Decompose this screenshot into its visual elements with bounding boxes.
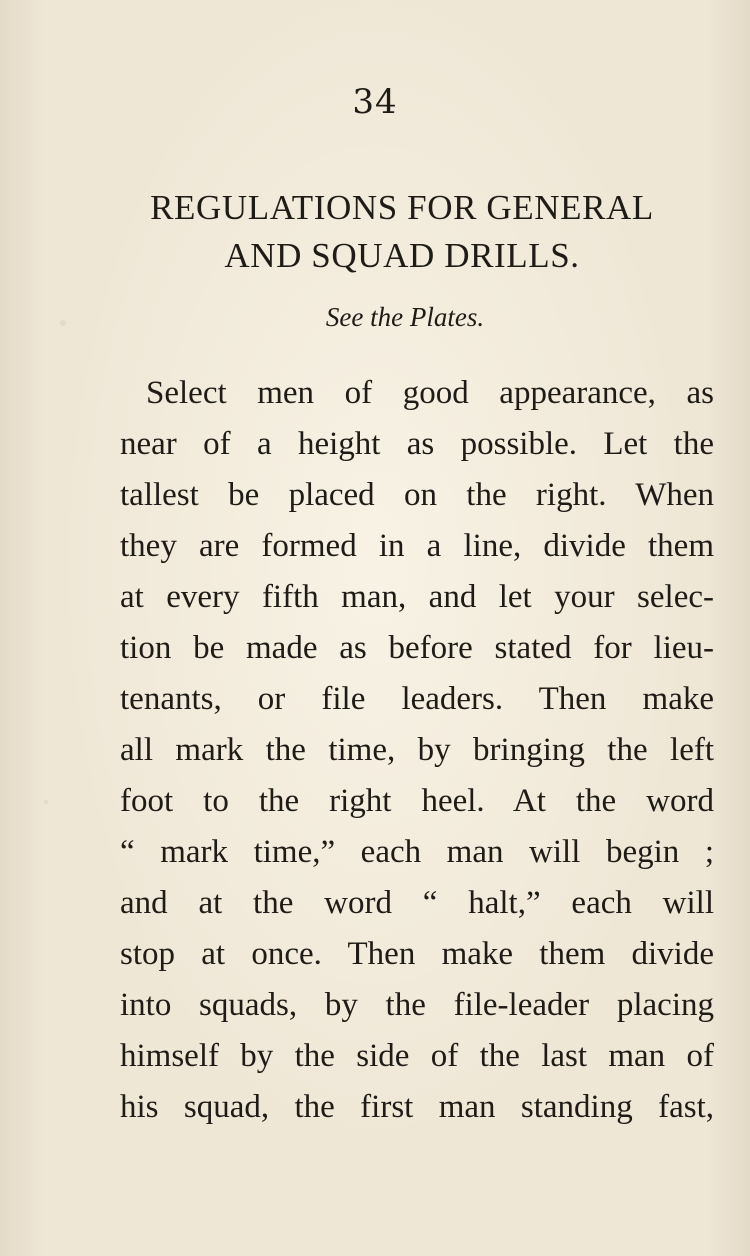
text-line: and at the word “ halt,” each will [120,885,714,921]
page-number: 34 [352,82,398,122]
text-line: “ mark time,” each man will begin ; [120,834,714,870]
text-line: all mark the time, by bringing the left [120,732,714,768]
body-paragraph [120,368,714,1133]
text-line: his squad, the first man standing fast, [120,1089,714,1125]
text-line: tenants, or file leaders. Then make [120,681,714,717]
page-title [88,184,716,280]
text-line: into squads, by the file-leader placing [120,987,714,1023]
title-line-1: REGULATIONS FOR GENERAL [150,188,654,227]
text-line: tallest be placed on the right. When [120,477,714,513]
text-line: himself by the side of the last man of [120,1038,714,1074]
paper-spot [44,800,48,804]
text-line: foot to the right heel. At the word [120,783,714,819]
text-line: they are formed in a line, divide them [120,528,714,564]
title-line-2: AND SQUAD DRILLS. [224,236,580,275]
text-line: Select men of good appearance, as [146,375,714,411]
text-line: at every fifth man, and let your selec- [120,579,714,615]
text-line: stop at once. Then make them divide [120,936,714,972]
text-line: near of a height as possible. Let the [120,426,714,462]
text-line: tion be made as before stated for lieu- [120,630,714,666]
subtitle: See the Plates. [325,302,485,332]
